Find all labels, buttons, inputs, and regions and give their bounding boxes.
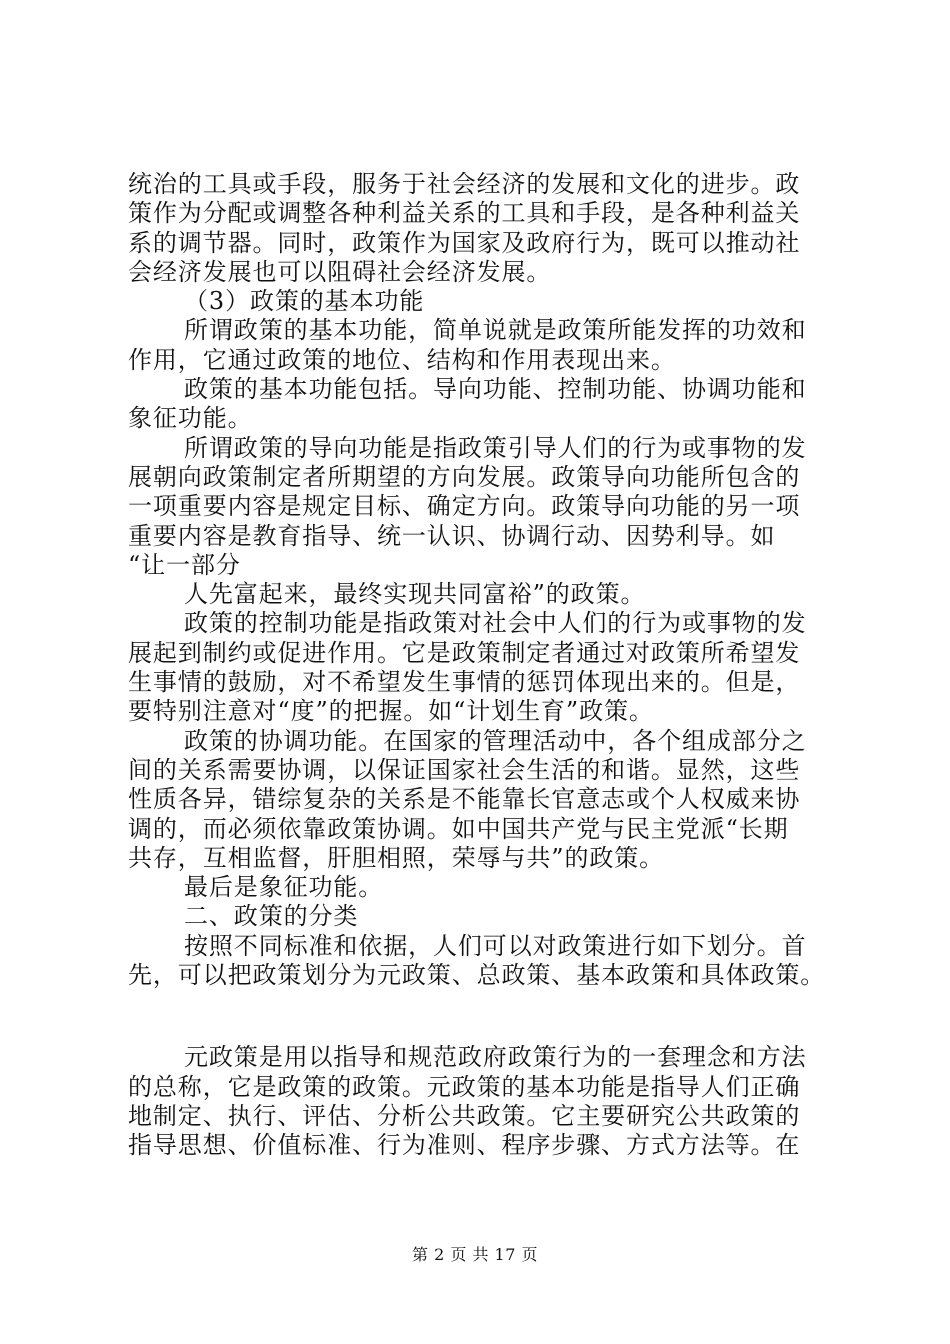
text-line: 所谓政策的基本功能，简单说就是政策所能发挥的功效和 (184, 316, 807, 345)
text-line: 一项重要内容是规定目标、确定方向。政策导向功能的另一项 (128, 492, 801, 521)
text-line: 展起到制约或促进作用。它是政策制定者通过对政策所希望发 (128, 638, 801, 667)
text-line: 作用，它通过政策的地位、结构和作用表现出来。 (128, 345, 676, 374)
text-line: 会经济发展也可以阻碍社会经济发展。 (128, 257, 552, 286)
text-line: 生事情的鼓励，对不希望发生事情的惩罚体现出来的。但是， (128, 668, 801, 697)
document-body (128, 170, 858, 1161)
text-line: 重要内容是教育指导、统一认识、协调行动、因势利导。如 (128, 521, 776, 550)
text-line: 地制定、执行、评估、分析公共政策。它主要研究公共政策的 (128, 1101, 801, 1130)
text-line: 按照不同标准和依据，人们可以对政策进行如下划分。首 (184, 931, 807, 960)
text-line: 间的关系需要协调，以保证国家社会生活的和谐。显然，这些 (128, 755, 801, 784)
text-line: 先，可以把政策划分为元政策、总政策、基本政策和具体政策。 (128, 961, 826, 990)
text-line: “让一部分 (128, 550, 241, 579)
text-line: 系的调节器。同时，政策作为国家及政府行为，既可以推动社 (128, 228, 801, 257)
text-line: 策作为分配或调整各种利益关系的工具和手段，是各种利益关 (128, 199, 801, 228)
text-line: 象征功能。 (128, 404, 253, 433)
text-line: 人先富起来，最终实现共同富裕”的政策。 (184, 580, 646, 609)
text-line: 最后是象征功能。 (184, 873, 384, 902)
text-line: 共存，互相监督，肝胆相照，荣辱与共”的政策。 (128, 843, 665, 872)
text-line: 元政策是用以指导和规范政府政策行为的一套理念和方法 (184, 1043, 807, 1072)
text-line: 政策的协调功能。在国家的管理活动中，各个组成部分之 (184, 726, 807, 755)
text-line: 性质各异，错综复杂的关系是不能靠长官意志或个人权威来协 (128, 785, 801, 814)
text-line: 展朝向政策制定者所期望的方向发展。政策导向功能所包含的 (128, 462, 801, 491)
text-line: 调的，而必须依靠政策协调。如中国共产党与民主党派“长期 (128, 814, 789, 843)
section-heading: （3）政策的基本功能 (184, 287, 425, 316)
text-line: 统治的工具或手段，服务于社会经济的发展和文化的进步。政 (128, 170, 801, 198)
page-footer: 第 2 页 共 17 页 (412, 1245, 538, 1264)
text-line: 所谓政策的导向功能是指政策引导人们的行为或事物的发 (184, 433, 807, 462)
text-line: 的总称，它是政策的政策。元政策的基本功能是指导人们正确 (128, 1072, 801, 1101)
text-line: 指导思想、价值标准、行为准则、程序步骤、方式方法等。在 (128, 1131, 801, 1160)
text-line: 要特别注意对“度”的把握。如“计划生育”政策。 (128, 697, 654, 726)
section-heading: 二、政策的分类 (184, 902, 359, 931)
text-line: 政策的基本功能包括。导向功能、控制功能、协调功能和 (184, 375, 807, 404)
paragraph-gap (128, 990, 858, 1043)
text-line: 政策的控制功能是指政策对社会中人们的行为或事物的发 (184, 609, 807, 638)
